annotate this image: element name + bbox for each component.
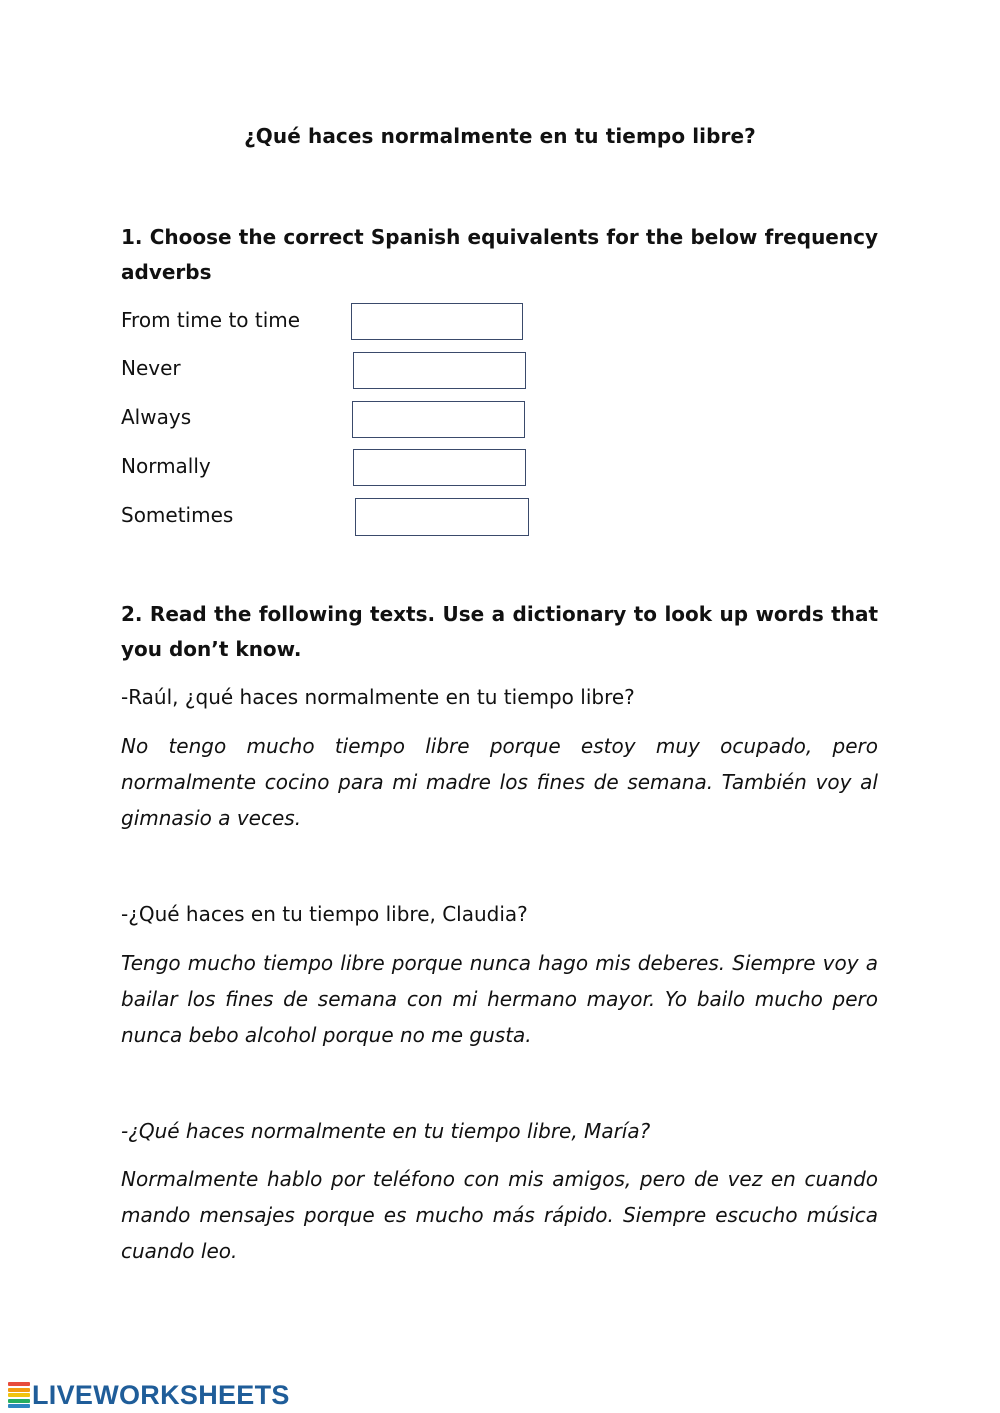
- dialogue-question-claudia: -¿Qué haces en tu tiempo libre, Claudia?: [121, 902, 528, 926]
- exercise-1-heading: 1. Choose the correct Spanish equivalents for the below frequency adverbs: [121, 225, 878, 284]
- page-title: ¿Qué haces normalmente en tu tiempo libre?: [244, 124, 756, 148]
- dialogue-answer-claudia: Tengo mucho tiempo libre porque nunca hago mis deberes. Siempre voy a bailar los fines de semana con mi hermano mayor. Yo bailo mucho pero nunca bebo alcohol porque no me gusta.: [121, 951, 878, 1047]
- dialogue-answer-maria: Normalmente hablo por teléfono con mis amigos, pero de vez en cuando mando mensajes porque es mucho más rápido. Siempre escucho música cuando leo.: [121, 1167, 878, 1263]
- liveworksheets-logo-icon: [8, 1382, 30, 1408]
- dialogue-answer-raul: No tengo mucho tiempo libre porque estoy muy ocupado, pero normalmente cocino para mi madre los fines de semana. También voy al gimnasio a veces.: [121, 734, 878, 830]
- liveworksheets-logo: [8, 1378, 290, 1412]
- answer-box-normally[interactable]: [353, 449, 526, 486]
- adverb-label-normally: Normally: [121, 454, 211, 478]
- answer-box-from-time-to-time[interactable]: [351, 303, 523, 340]
- adverb-label-sometimes: Sometimes: [121, 503, 234, 527]
- logo-text: LIVEWORKSHEETS: [32, 1379, 290, 1410]
- adverb-label-from-time-to-time: From time to time: [121, 308, 301, 332]
- logo-stripe-4: [8, 1399, 30, 1403]
- adverb-label-never: Never: [121, 356, 181, 380]
- exercise-2-heading: 2. Read the following texts. Use a dictionary to look up words that you don’t know.: [121, 602, 878, 661]
- logo-stripe-3: [8, 1393, 30, 1397]
- dialogue-question-raul: -Raúl, ¿qué haces normalmente en tu tiempo libre?: [121, 685, 635, 709]
- logo-stripe-1: [8, 1382, 30, 1386]
- logo-stripe-2: [8, 1388, 30, 1392]
- adverb-label-always: Always: [121, 405, 192, 429]
- answer-box-never[interactable]: [353, 352, 526, 389]
- dialogue-question-maria: -¿Qué haces normalmente en tu tiempo libre, María?: [121, 1119, 651, 1143]
- answer-box-always[interactable]: [352, 401, 525, 438]
- logo-stripe-5: [8, 1404, 30, 1408]
- answer-box-sometimes[interactable]: [355, 498, 529, 536]
